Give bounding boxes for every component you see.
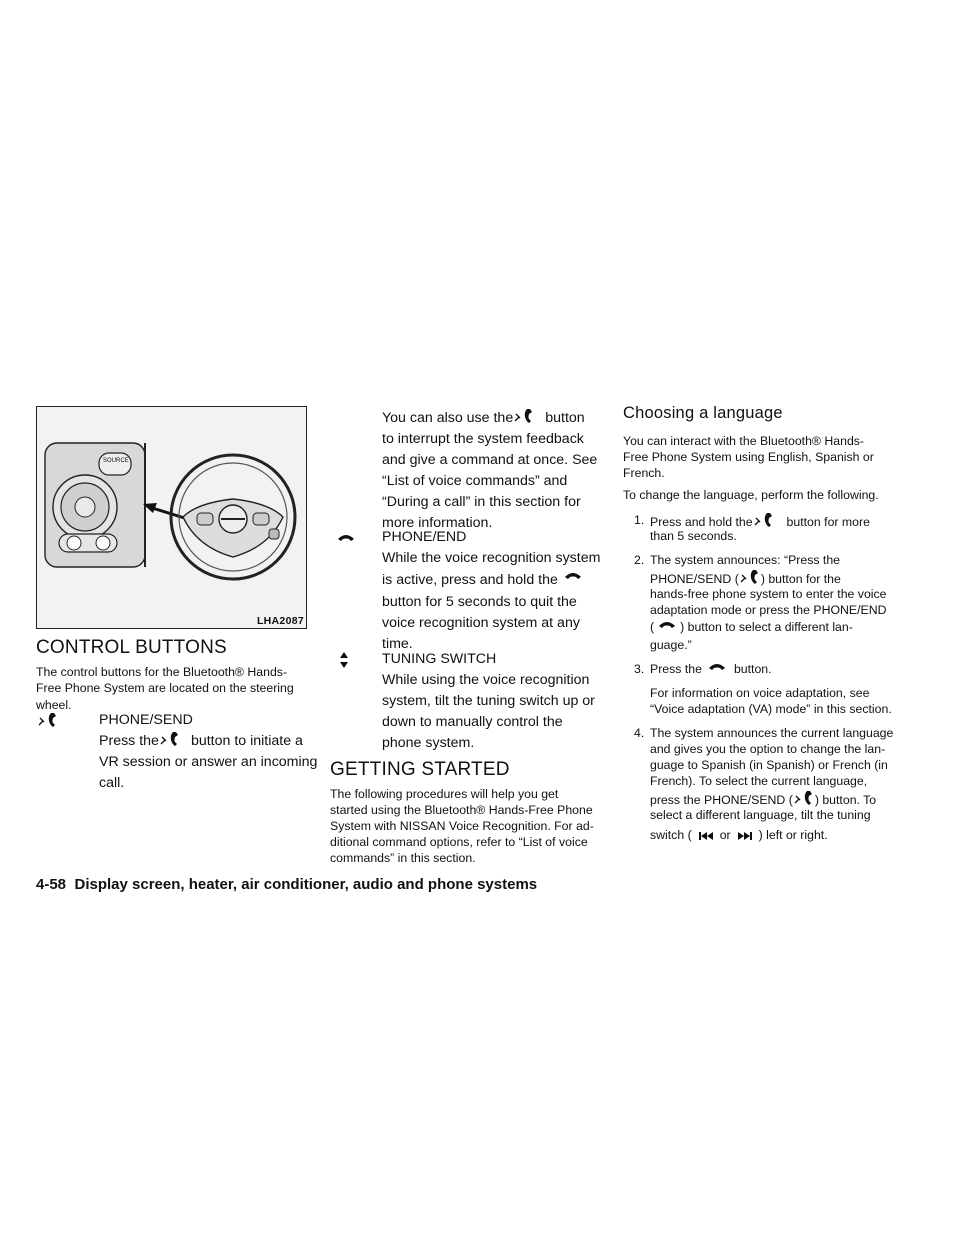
phone-end-line2: is active, press and hold the [382,570,582,592]
tuning-switch-line2: system, tilt the tuning switch up or [382,693,595,709]
phone-end-title: PHONE/END [382,529,467,545]
seek-forward-icon [737,831,753,841]
step4-line5: press the PHONE/SEND ( ) button. To [650,790,876,808]
choosing-language-intro-line2: Free Phone System using English, Spanish or [623,450,874,464]
step2-line3: hands-free phone system to enter the voice [650,587,887,601]
phone-send-desc-line1: Press the button to initiate a [99,733,303,749]
also-use-line4: “List of voice commands” and [382,473,568,489]
phone-send-icon [513,408,535,424]
tuning-switch-line4: phone system. [382,735,475,751]
phone-send-icon [793,790,815,806]
steering-wheel-figure [36,406,307,629]
getting-started-heading: GETTING STARTED [330,759,510,780]
step3-note-line2: “Voice adaptation (VA) mode” in this section. [650,702,892,716]
page-footer [36,876,537,894]
step4-number: 4. [634,726,645,740]
also-use-line5: “During a call” in this section for [382,494,581,510]
page-number: 4-58 [36,876,67,893]
choosing-language-intro-line3: French. [623,466,665,480]
tuning-switch-icon [339,651,349,669]
step4-line1: The system announces the current language [650,726,894,740]
getting-started-line5: commands” in this section. [330,851,476,865]
phone-send-desc-line3: call. [99,775,125,791]
step2-line1: The system announces: “Press the [650,553,841,567]
also-use-line6: more information. [382,515,493,531]
phone-end-line4: voice recognition system at any [382,615,580,631]
phone-end-icon [708,661,726,671]
tuning-switch-line1: While using the voice recognition [382,672,590,688]
getting-started-line1: The following procedures will help you get [330,787,559,801]
phone-end-icon [337,532,355,542]
step4-line6: select a different language, tilt the tuning [650,808,871,822]
phone-end-line5: time. [382,636,413,652]
step2-number: 2. [634,553,645,567]
choosing-language-heading: Choosing a language [623,404,783,422]
step4-line7: switch ( or ) left or right. [650,828,828,842]
choosing-language-intro-line1: You can interact with the Bluetooth® Hands- [623,434,865,448]
step4-line2: and gives you the option to change the lan- [650,742,886,756]
tuning-switch-title: TUNING SWITCH [382,651,497,667]
also-use-line2: to interrupt the system feedback [382,431,584,447]
phone-send-desc-line2: VR session or answer an incoming [99,754,318,770]
control-buttons-heading: CONTROL BUTTONS [36,637,227,658]
phone-end-icon [658,619,676,629]
tuning-switch-line3: down to manually control the [382,714,563,730]
phone-end-line3: button for 5 seconds to quit the [382,594,577,610]
step2-line4: adaptation mode or press the PHONE/END [650,603,887,617]
phone-send-icon [37,712,59,728]
phone-send-icon [739,569,761,585]
steering-wheel-illustration [37,407,307,629]
phone-end-icon [564,570,582,580]
getting-started-line2: started using the Bluetooth® Hands-Free Phone [330,803,593,817]
step3-number: 3. [634,662,645,676]
step1-line2: than 5 seconds. [650,529,737,543]
step2-line2: PHONE/SEND ( ) button for the [650,569,841,587]
phone-send-icon [159,731,181,747]
seek-back-icon [698,831,714,841]
phone-send-icon [753,512,775,528]
step2-line6: guage.” [650,638,692,652]
control-buttons-intro: The control buttons for the Bluetooth® Hands-Free Phone System are located on the steering wheel. [36,665,294,712]
step2-line5: ( ) button to select a different lan- [650,620,853,634]
figure-code: LHA2087 [256,615,304,627]
also-use-line1: You can also use the button [382,410,585,426]
phone-send-title: PHONE/SEND [99,712,193,728]
step3-note-line1: For information on voice adaptation, see [650,686,870,700]
step3-line1: Press the button. [650,662,772,676]
change-language-text: To change the language, perform the following. [623,488,879,502]
chapter-title: Display screen, heater, air conditioner, audio and phone systems [74,876,538,893]
also-use-line3: and give a command at once. See [382,452,598,468]
getting-started-line4: ditional command options, refer to “List of voice [330,835,588,849]
step4-line3: guage to Spanish (in Spanish) or French (in [650,758,888,772]
step4-line4: French). To select the current language, [650,774,868,788]
step1-number: 1. [634,513,645,527]
source-button-label: SOURCE [103,458,129,464]
phone-end-line1: While the voice recognition system [382,550,601,566]
getting-started-line3: System with NISSAN Voice Recognition. For ad- [330,819,594,833]
step1-line1: Press and hold the button for more [650,512,870,530]
